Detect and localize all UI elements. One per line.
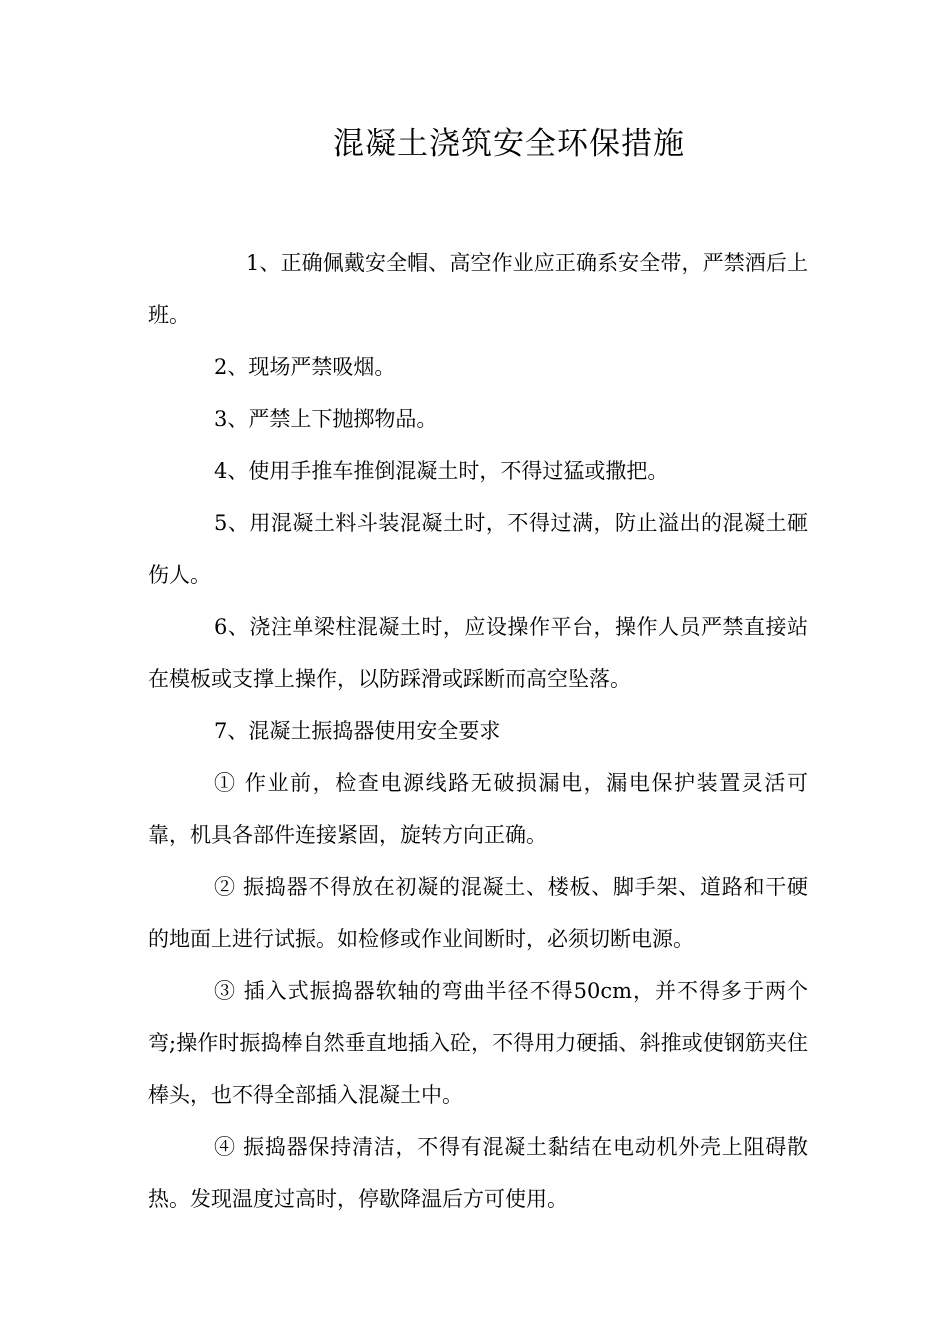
paragraph-4: 4、使用手推车推倒混凝土时，不得过猛或撒把。 <box>214 459 669 483</box>
paragraph-7: 7、混凝土振捣器使用安全要求 <box>214 719 501 743</box>
paragraph-7-1: ① 作业前，检查电源线路无破损漏电，漏电保护装置灵活可靠，机具各部件连接紧固，旋转方向正确。 <box>148 771 808 847</box>
document-body <box>148 237 808 1225</box>
paragraph-1: 1、正确佩戴安全帽、高空作业应正确系安全带，严禁酒后上班。 <box>148 251 808 327</box>
paragraph-6: 6、浇注单梁柱混凝土时，应设操作平台，操作人员严禁直接站在模板或支撑上操作，以防踩滑或踩断而高空坠落。 <box>148 615 808 691</box>
paragraph-7-3: ③ 插入式振捣器软轴的弯曲半径不得50cm，并不得多于两个弯;操作时振捣棒自然垂直地插入砼，不得用力硬插、斜推或使钢筋夹住棒头，也不得全部插入混凝土中。 <box>148 979 808 1107</box>
paragraph-5: 5、用混凝土料斗装混凝土时，不得过满，防止溢出的混凝土砸伤人。 <box>148 511 808 587</box>
paragraph-7-2: ② 振捣器不得放在初凝的混凝土、楼板、脚手架、道路和干硬的地面上进行试振。如检修或作业间断时，必须切断电源。 <box>148 875 808 951</box>
paragraph-2: 2、现场严禁吸烟。 <box>214 355 396 379</box>
document-title: 混凝土浇筑安全环保措施 <box>333 126 685 162</box>
paragraph-3: 3、严禁上下抛掷物品。 <box>214 407 438 431</box>
paragraph-7-4: ④ 振捣器保持清洁，不得有混凝土黏结在电动机外壳上阻碍散热。发现温度过高时，停歇降温后方可使用。 <box>148 1135 808 1211</box>
